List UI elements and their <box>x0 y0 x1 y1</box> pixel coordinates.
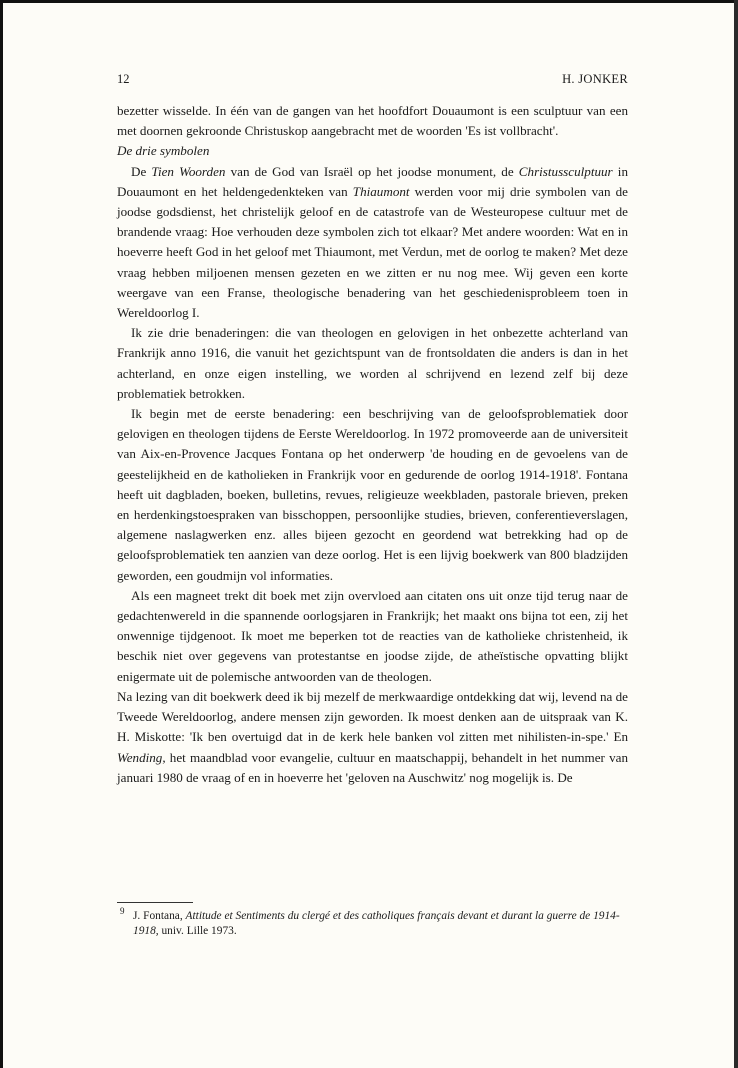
page-header <box>117 72 628 92</box>
page-number: 12 <box>117 72 130 86</box>
running-head: H. JONKER <box>562 72 628 86</box>
paragraph-1: bezetter wisselde. In één van de gangen van het hoofdfort Douaumont is een sculptuur van een met doornen gekroonde Christuskop aangebracht met de woorden 'Es ist vollbracht'. <box>117 103 628 139</box>
footnote: 9 J. Fontana, Attitude et Sentiments du clergé et des catholiques français devant et durant la guerre de 1914-1918, univ. Lille 1973. <box>120 906 620 937</box>
paragraph-2: De Tien Woorden van de God van Israël op het joodse monument, de Christussculptuur in Douaumont en het heldengedenkteken van Thiaumont werden voor mij drie symbolen van de joodse godsdienst, het christelijk geloof en de catastrofe van de Westeuropese cultuur met de brandende vraag: Hoe verhouden deze symbolen zich tot elkaar? Met andere woorden: Wat en in hoeverre heeft God in het geloof met Thiaumont, met Verdun, met de oorlog te maken? Met deze vraag hebben miljoenen mensen gezeten en we zitten er nu nog mee. Wij geven een korte weergave van een Franse, theologische benadering van het geschiedenisprobleem toen in Wereldoorlog I. <box>117 163 628 321</box>
section-heading: De drie symbolen <box>117 143 210 159</box>
paragraph-3: Ik zie drie benaderingen: die van theologen en gelovigen in het onbezette achterland van Frankrijk anno 1916, die vanuit het gezichtspunt van de frontsoldaten die anders is dan in het achterland, en onze eigen instelling, we worden al schrijvend en lezend zelf bij deze problematiek betrokken. <box>117 325 628 401</box>
scan-border-right <box>734 0 738 1068</box>
footnote-rule <box>117 902 193 903</box>
body-text <box>117 101 628 788</box>
paragraph-4: Ik begin met de eerste benadering: een beschrijving van de geloofsproblematiek door gelovigen en theologen tijdens de Eerste Wereldoorlog. In 1972 promoveerde aan de universiteit van Aix-en-Provence Jacques Fontana op het onderwerp 'de houding en de gevoelens van de geestelijkheid en de katholieken in Frankrijk voor en gedurende de oorlog 1914-1918'. Fontana heeft uit dagbladen, boeken, bulletins, revues, religieuze weekbladen, pastorale brieven, preken en herdenkingstoespraken van bisschoppen, persoonlijke studies, brieven, conferentieverslagen, algemene naslagwerken enz. alles bijeen gezocht en geordend wat betrekking had op de geloofsproblematiek ten aanzien van deze oorlog. Het is een lijvig boekwerk van 800 bladzijden geworden, een goudmijn vol informaties. <box>117 406 628 583</box>
paragraph-6: Na lezing van dit boekwerk deed ik bij mezelf de merkwaardige ontdekking dat wij, levend na de Tweede Wereldoorlog, andere mensen zijn geworden. Ik moest denken aan de uitspraak van K. H. Miskotte: 'Ik ben overtuigd dat in de kerk hele banken vol zitten met nihilisten-in-spe.' En Wending, het maandblad voor evangelie, cultuur en maatschappij, behandelt in het nummer van januari 1980 de vraag of en in hoeverre het 'geloven na Auschwitz' nog mogelijk is. De <box>117 688 628 785</box>
paragraph-5: Als een magneet trekt dit boek met zijn overvloed aan citaten ons uit onze tijd terug naar de gedachtenwereld in die spannende oorlogsjaren in Frankrijk; het maakt ons bijna tot een, zij het onwennige tijdgenoot. Ik moet me beperken tot de reacties van de katholieke christenheid, ik beschik niet over gegevens van protestantse en joodse zijde, de atheïstische opvatting blijkt enigermate uit de polemische antwoorden van de theologen. <box>117 587 628 684</box>
